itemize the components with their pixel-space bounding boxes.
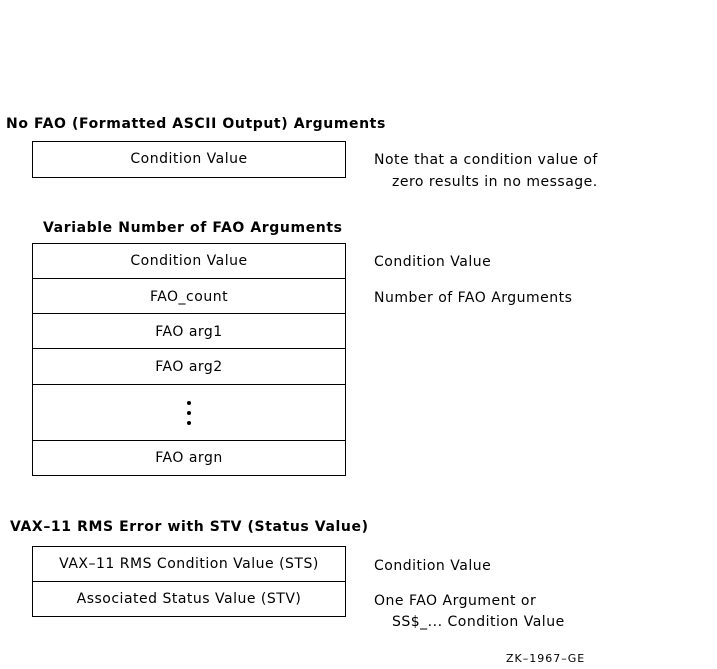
section-heading-variable-fao: Variable Number of FAO Arguments bbox=[43, 220, 343, 236]
cell-fao-arg1: FAO arg1 bbox=[155, 323, 223, 340]
cell-fao-count: FAO_count bbox=[149, 288, 229, 305]
rms-error-box bbox=[32, 546, 346, 617]
ellipsis-vertical-icon bbox=[33, 385, 345, 440]
section-heading-no-fao: No FAO (Formatted ASCII Output) Arguments bbox=[6, 116, 386, 132]
cell-fao-argn: FAO argn bbox=[155, 450, 223, 466]
cell-condition-value: Condition Value bbox=[130, 253, 248, 269]
note-rms-condition-value: Condition Value bbox=[374, 558, 492, 574]
fao-argument-list-box bbox=[32, 243, 346, 476]
cell-fao-arg2: FAO arg2 bbox=[155, 358, 223, 375]
note-condition-value-line2: zero results in no message. bbox=[392, 174, 598, 190]
note-condition-value: Condition Value bbox=[374, 254, 492, 270]
note-condition-value-line1: Note that a condition value of bbox=[374, 152, 598, 168]
figure-id-caption: ZK–1967–GE bbox=[506, 652, 586, 665]
cell-condition-value: Condition Value bbox=[130, 151, 248, 167]
note-one-fao-argument-line1: One FAO Argument or bbox=[374, 593, 537, 609]
condition-value-box bbox=[32, 141, 346, 178]
note-one-fao-argument-line2: SS$_... Condition Value bbox=[392, 614, 565, 630]
cell-associated-status-value: Associated Status Value (STV) bbox=[76, 590, 302, 607]
section-heading-rms-error: VAX–11 RMS Error with STV (Status Value) bbox=[10, 519, 369, 535]
cell-rms-condition-value: VAX–11 RMS Condition Value (STS) bbox=[59, 556, 319, 572]
note-number-of-fao-arguments: Number of FAO Arguments bbox=[374, 290, 573, 306]
